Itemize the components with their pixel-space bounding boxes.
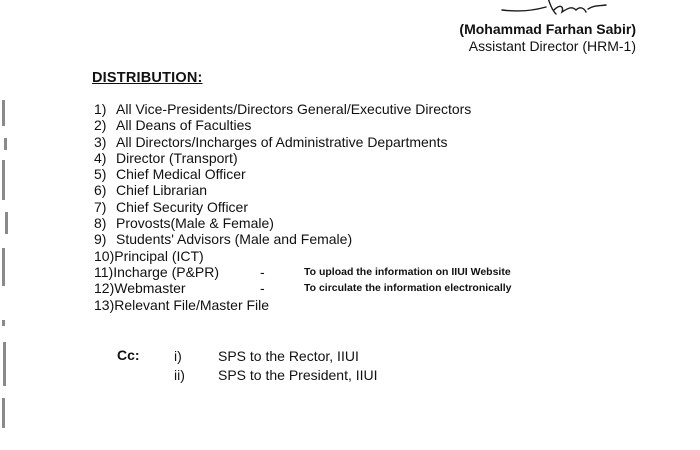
distribution-item-text: Students' Advisors (Male and Female) bbox=[116, 231, 353, 248]
distribution-item bbox=[94, 215, 471, 231]
cc-item bbox=[174, 366, 378, 385]
distribution-item-text: Webmaster bbox=[114, 280, 186, 297]
distribution-item-number: 8) bbox=[94, 215, 107, 232]
distribution-item bbox=[94, 280, 512, 297]
distribution-item-text: Chief Medical Officer bbox=[116, 166, 246, 183]
distribution-item-number: 3) bbox=[94, 133, 107, 150]
distribution-item-dash: - bbox=[260, 280, 265, 297]
signatory-block bbox=[459, 21, 636, 55]
distribution-item-note: To circulate the information electronically bbox=[304, 282, 512, 295]
distribution-item bbox=[94, 263, 511, 280]
distribution-item-number: 4) bbox=[94, 149, 107, 166]
distribution-item-note: To upload the information on IIUI Website bbox=[304, 265, 511, 278]
distribution-item bbox=[94, 166, 471, 182]
distribution-item-text: Chief Security Officer bbox=[116, 198, 249, 215]
distribution-item-number: 11) bbox=[94, 263, 114, 280]
distribution-item-number: 2) bbox=[94, 117, 107, 134]
cc-label: Cc: bbox=[117, 347, 140, 363]
distribution-item-number: 9) bbox=[94, 231, 107, 248]
distribution-item-number: 12) bbox=[94, 280, 115, 297]
distribution-item bbox=[94, 101, 471, 117]
cc-item-text: SPS to the President, IIUI bbox=[218, 367, 378, 383]
distribution-item-number: 5) bbox=[94, 166, 107, 183]
distribution-item-text: Provosts(Male & Female) bbox=[116, 215, 274, 232]
distribution-list bbox=[94, 101, 512, 313]
distribution-item bbox=[94, 248, 471, 264]
distribution-item bbox=[94, 150, 471, 166]
distribution-item-dash: - bbox=[260, 263, 265, 280]
distribution-item-number: 6) bbox=[94, 182, 107, 199]
distribution-item-number: 10) bbox=[94, 247, 115, 264]
distribution-item bbox=[94, 199, 471, 215]
distribution-item-number: 1) bbox=[94, 101, 107, 117]
distribution-item-text: Incharge (P&PR) bbox=[113, 263, 220, 280]
distribution-item-text: Relevant File/Master File bbox=[114, 296, 270, 313]
cc-item-text: SPS to the Rector, IIUI bbox=[218, 348, 359, 364]
distribution-item-text: Director (Transport) bbox=[116, 149, 238, 166]
distribution-heading: DISTRIBUTION: bbox=[92, 70, 203, 86]
distribution-item-text: Principal (ICT) bbox=[114, 247, 204, 264]
distribution-item bbox=[94, 117, 471, 133]
distribution-item bbox=[94, 134, 471, 150]
signature-mark bbox=[498, 0, 608, 20]
cc-item-number: i) bbox=[174, 348, 182, 364]
scan-edge-marks bbox=[0, 80, 14, 450]
cc-list bbox=[174, 347, 378, 385]
signatory-name: (Mohammad Farhan Sabir) bbox=[459, 21, 636, 37]
distribution-item bbox=[94, 182, 471, 198]
distribution-item-text: All Directors/Incharges of Administrative Departments bbox=[116, 133, 448, 150]
distribution-item bbox=[94, 297, 471, 313]
signatory-designation: Assistant Director (HRM-1) bbox=[468, 38, 636, 54]
distribution-item-text: All Deans of Faculties bbox=[116, 117, 252, 134]
distribution-item bbox=[94, 231, 471, 247]
cc-item bbox=[174, 347, 378, 366]
distribution-item-text: All Vice-Presidents/Directors General/Executive Directors bbox=[116, 101, 472, 117]
distribution-item-number: 7) bbox=[94, 198, 107, 215]
cc-item-number: ii) bbox=[174, 367, 185, 383]
distribution-item-number: 13) bbox=[94, 296, 115, 313]
distribution-item-text: Chief Librarian bbox=[116, 182, 208, 199]
